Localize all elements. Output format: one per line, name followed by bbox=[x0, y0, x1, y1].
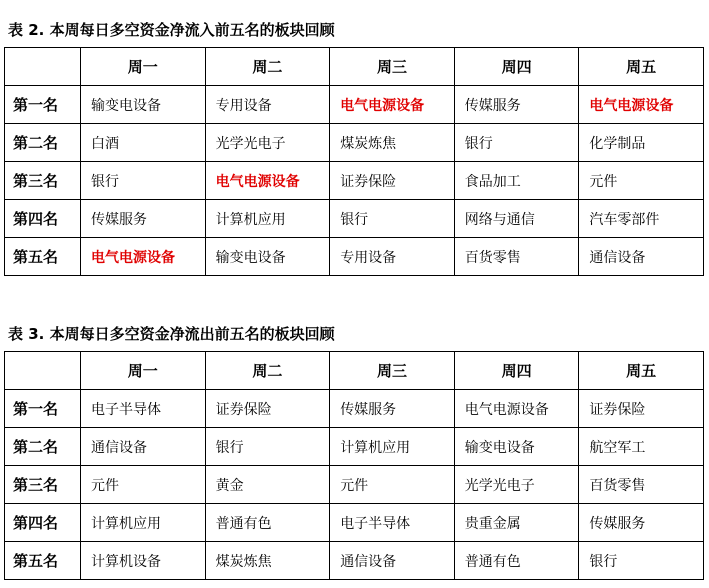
table-cell: 电气电源设备 bbox=[81, 238, 206, 276]
table-row bbox=[5, 390, 704, 428]
table-cell: 元件 bbox=[81, 466, 206, 504]
table-cell: 通信设备 bbox=[81, 428, 206, 466]
table-row bbox=[5, 200, 704, 238]
table-cell: 计算机应用 bbox=[330, 428, 455, 466]
table-cell: 电子半导体 bbox=[81, 390, 206, 428]
header-thursday: 周四 bbox=[454, 352, 579, 390]
table-cell: 专用设备 bbox=[330, 238, 455, 276]
header-row bbox=[5, 352, 704, 390]
header-friday: 周五 bbox=[579, 48, 704, 86]
table-cell: 输变电设备 bbox=[81, 86, 206, 124]
table-cell: 证券保险 bbox=[579, 390, 704, 428]
header-tuesday: 周二 bbox=[205, 352, 330, 390]
table-2-caption: 表 2. 本周每日多空资金净流入前五名的板块回顾 bbox=[8, 21, 335, 39]
table-cell: 黄金 bbox=[205, 466, 330, 504]
rank-label: 第三名 bbox=[5, 162, 81, 200]
header-monday: 周一 bbox=[81, 352, 206, 390]
table-cell: 电气电源设备 bbox=[579, 86, 704, 124]
rank-label: 第四名 bbox=[5, 504, 81, 542]
table-cell: 光学光电子 bbox=[454, 466, 579, 504]
table-cell: 证券保险 bbox=[205, 390, 330, 428]
header-row bbox=[5, 48, 704, 86]
table-cell: 网络与通信 bbox=[454, 200, 579, 238]
table-cell: 专用设备 bbox=[205, 86, 330, 124]
table-cell: 白酒 bbox=[81, 124, 206, 162]
rank-label: 第二名 bbox=[5, 124, 81, 162]
table-cell: 化学制品 bbox=[579, 124, 704, 162]
table-cell: 传媒服务 bbox=[81, 200, 206, 238]
table-cell: 电气电源设备 bbox=[454, 390, 579, 428]
table-row bbox=[5, 162, 704, 200]
table-cell: 银行 bbox=[330, 200, 455, 238]
table-cell: 煤炭炼焦 bbox=[330, 124, 455, 162]
table-cell: 百货零售 bbox=[454, 238, 579, 276]
rank-label: 第五名 bbox=[5, 238, 81, 276]
table-cell: 电子半导体 bbox=[330, 504, 455, 542]
table-row bbox=[5, 466, 704, 504]
table-row bbox=[5, 86, 704, 124]
table-cell: 航空军工 bbox=[579, 428, 704, 466]
header-corner bbox=[5, 48, 81, 86]
table-cell: 普通有色 bbox=[454, 542, 579, 580]
table-cell: 银行 bbox=[81, 162, 206, 200]
table-cell: 煤炭炼焦 bbox=[205, 542, 330, 580]
header-wednesday: 周三 bbox=[330, 48, 455, 86]
net-outflow-table bbox=[4, 351, 704, 580]
table-row bbox=[5, 238, 704, 276]
table-row bbox=[5, 504, 704, 542]
table-cell: 传媒服务 bbox=[579, 504, 704, 542]
header-monday: 周一 bbox=[81, 48, 206, 86]
header-wednesday: 周三 bbox=[330, 352, 455, 390]
rank-label: 第四名 bbox=[5, 200, 81, 238]
header-thursday: 周四 bbox=[454, 48, 579, 86]
table-cell: 食品加工 bbox=[454, 162, 579, 200]
table-row bbox=[5, 428, 704, 466]
rank-label: 第三名 bbox=[5, 466, 81, 504]
table-3-caption: 表 3. 本周每日多空资金净流出前五名的板块回顾 bbox=[8, 325, 335, 343]
table-cell: 电气电源设备 bbox=[205, 162, 330, 200]
table-row bbox=[5, 542, 704, 580]
net-inflow-table bbox=[4, 47, 704, 276]
table-cell: 汽车零部件 bbox=[579, 200, 704, 238]
rank-label: 第二名 bbox=[5, 428, 81, 466]
table-row bbox=[5, 124, 704, 162]
table-cell: 计算机应用 bbox=[81, 504, 206, 542]
table-cell: 计算机应用 bbox=[205, 200, 330, 238]
rank-label: 第五名 bbox=[5, 542, 81, 580]
table-cell: 银行 bbox=[454, 124, 579, 162]
table-cell: 计算机设备 bbox=[81, 542, 206, 580]
table-cell: 输变电设备 bbox=[205, 238, 330, 276]
rank-label: 第一名 bbox=[5, 390, 81, 428]
table-cell: 银行 bbox=[205, 428, 330, 466]
table-cell: 传媒服务 bbox=[330, 390, 455, 428]
table-cell: 通信设备 bbox=[330, 542, 455, 580]
header-friday: 周五 bbox=[579, 352, 704, 390]
table-cell: 元件 bbox=[579, 162, 704, 200]
table-cell: 普通有色 bbox=[205, 504, 330, 542]
table-cell: 光学光电子 bbox=[205, 124, 330, 162]
table-cell: 百货零售 bbox=[579, 466, 704, 504]
table-cell: 通信设备 bbox=[579, 238, 704, 276]
table-cell: 银行 bbox=[579, 542, 704, 580]
rank-label: 第一名 bbox=[5, 86, 81, 124]
table-cell: 电气电源设备 bbox=[330, 86, 455, 124]
header-corner bbox=[5, 352, 81, 390]
table-cell: 证券保险 bbox=[330, 162, 455, 200]
table-cell: 贵重金属 bbox=[454, 504, 579, 542]
header-tuesday: 周二 bbox=[205, 48, 330, 86]
table-cell: 元件 bbox=[330, 466, 455, 504]
table-cell: 传媒服务 bbox=[454, 86, 579, 124]
table-cell: 输变电设备 bbox=[454, 428, 579, 466]
